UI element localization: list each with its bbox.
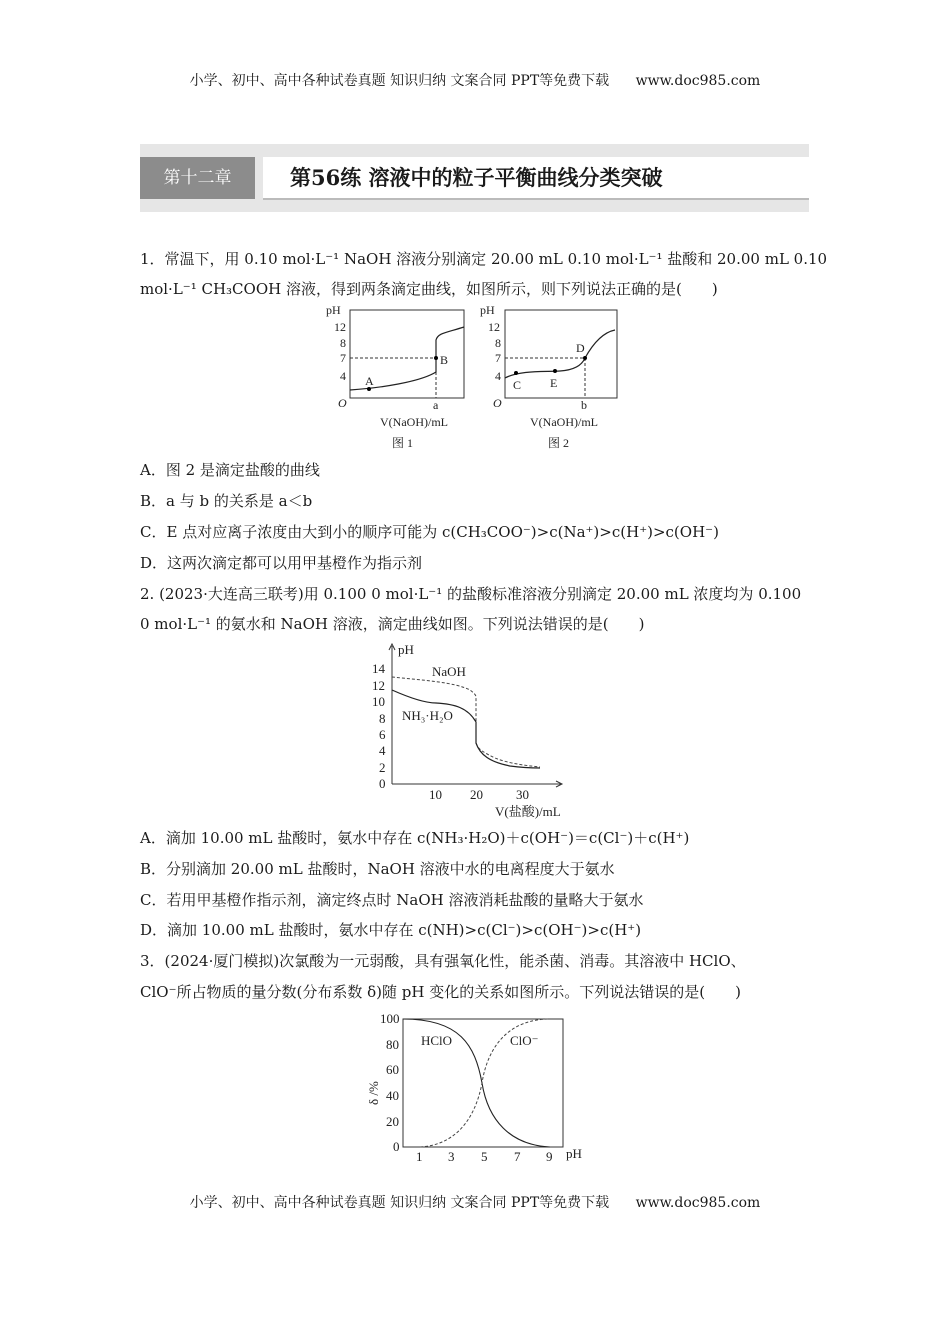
y-tick: 20 bbox=[386, 1114, 399, 1129]
caption: 图 1 bbox=[392, 436, 414, 450]
x-label: pH bbox=[566, 1146, 582, 1161]
q1-option-b: B．a 与 b 的关系是 a＜b bbox=[140, 492, 313, 510]
page-header bbox=[0, 70, 950, 90]
x-tick: 9 bbox=[546, 1149, 553, 1164]
caption: 图 2 bbox=[548, 436, 570, 450]
x-label: V(NaOH)/mL bbox=[530, 415, 598, 429]
q2-chart bbox=[360, 640, 570, 820]
figure-1 bbox=[326, 303, 464, 450]
y-tick: 4 bbox=[379, 743, 386, 758]
q2-option-c: C．若用甲基橙作指示剂，滴定终点时 NaOH 溶液消耗盐酸的量略大于氨水 bbox=[140, 891, 644, 909]
y-label: pH bbox=[480, 303, 495, 317]
y-tick: 40 bbox=[386, 1088, 399, 1103]
point-label: B bbox=[440, 353, 449, 367]
legend-hclo: HClO bbox=[421, 1033, 453, 1048]
legend-naoh: NaOH bbox=[432, 664, 466, 679]
tick: 8 bbox=[495, 336, 501, 350]
x-label: V(NaOH)/mL bbox=[380, 415, 448, 429]
tick: 8 bbox=[340, 336, 346, 350]
x-tick: 5 bbox=[481, 1149, 488, 1164]
footer-text: 小学、初中、高中各种试卷真题 知识归纳 文案合同 PPT等免费下载 bbox=[189, 1195, 610, 1211]
tick: 4 bbox=[495, 369, 501, 383]
y-tick: 0 bbox=[393, 1139, 400, 1154]
point-label: E bbox=[550, 376, 558, 390]
q2-line1: 2. (2023·大连高三联考)用 0.100 0 mol·L⁻¹ 的盐酸标准溶液分别滴定 20.00 mL 浓度均为 0.100 bbox=[140, 585, 802, 603]
y-tick: 14 bbox=[372, 661, 385, 676]
y-tick: 10 bbox=[372, 694, 385, 709]
q1-option-a: A．图 2 是滴定盐酸的曲线 bbox=[140, 461, 320, 479]
figure-2 bbox=[480, 303, 617, 450]
x-tick: 30 bbox=[516, 787, 529, 802]
y-tick: 2 bbox=[379, 760, 386, 775]
q1-line1: 1．常温下，用 0.10 mol·L⁻¹ NaOH 溶液分别滴定 20.00 mL 0.10 mol·L⁻¹ 盐酸和 20.00 mL 0.10 bbox=[140, 250, 828, 268]
point-label: C bbox=[513, 378, 522, 392]
x-tick: 7 bbox=[514, 1149, 521, 1164]
q1-option-c: C．E 点对应离子浓度由大到小的顺序可能为 c(CH₃COO⁻)>c(Na⁺)>c(H⁺)>c(OH⁻) bbox=[140, 523, 719, 541]
legend-clo: ClO⁻ bbox=[510, 1033, 539, 1048]
y-tick: 100 bbox=[380, 1011, 400, 1026]
y-tick: 60 bbox=[386, 1062, 399, 1077]
tick: 7 bbox=[340, 351, 346, 365]
q2-option-d: D．滴加 10.00 mL 盐酸时，氨水中存在 c(NH)>c(Cl⁻)>c(OH⁻)>c(H⁺) bbox=[140, 921, 642, 939]
header-text: 小学、初中、高中各种试卷真题 知识归纳 文案合同 PPT等免费下载 bbox=[189, 73, 610, 89]
x-tick: 1 bbox=[416, 1149, 423, 1164]
nh3-curve bbox=[392, 690, 540, 768]
tick: 12 bbox=[488, 320, 500, 334]
y-label: δ /% bbox=[366, 1081, 381, 1105]
q1-line2: mol·L⁻¹ CH₃COOH 溶液，得到两条滴定曲线，如图所示，则下列说法正确的是( ) bbox=[140, 280, 718, 298]
y-tick: 12 bbox=[372, 678, 385, 693]
footer-url: www.doc985.com bbox=[635, 1195, 761, 1211]
y-label: pH bbox=[326, 303, 341, 317]
q1-figures bbox=[320, 300, 640, 454]
y-tick: 0 bbox=[379, 776, 386, 791]
header-url: www.doc985.com bbox=[635, 73, 761, 89]
title-bar bbox=[140, 144, 809, 212]
page-title: 第56练 溶液中的粒子平衡曲线分类突破 bbox=[263, 157, 809, 200]
x-tick: 3 bbox=[448, 1149, 455, 1164]
q1-option-d: D．这两次滴定都可以用甲基橙作为指示剂 bbox=[140, 554, 423, 572]
page-footer bbox=[0, 1192, 950, 1212]
q3-chart bbox=[360, 1005, 590, 1165]
x-tick: 10 bbox=[429, 787, 442, 802]
q2-line2: 0 mol·L⁻¹ 的氨水和 NaOH 溶液，滴定曲线如图。下列说法错误的是( ) bbox=[140, 615, 645, 633]
y-tick: 8 bbox=[379, 711, 386, 726]
tick: 12 bbox=[334, 320, 346, 334]
q3-line1: 3．(2024·厦门模拟)次氯酸为一元弱酸，具有强氧化性，能杀菌、消毒。其溶液中 HClO、 bbox=[140, 952, 746, 970]
q3-line2: ClO⁻所占物质的量分数(分布系数 δ)随 pH 变化的关系如图所示。下列说法错误的是( ) bbox=[140, 983, 741, 1001]
origin: O bbox=[338, 396, 347, 410]
x-mark: b bbox=[581, 398, 587, 412]
q2-option-a: A．滴加 10.00 mL 盐酸时，氨水中存在 c(NH₃·H₂O)＋c(OH⁻)＝c(Cl⁻)＋c(H⁺) bbox=[140, 829, 690, 847]
point-label: D bbox=[576, 341, 585, 355]
chapter-label: 第十二章 bbox=[140, 157, 255, 199]
x-label: V(盐酸)/mL bbox=[495, 804, 561, 819]
tick: 4 bbox=[340, 369, 346, 383]
legend-nh3: NH₃·H₂O bbox=[402, 708, 453, 723]
y-tick: 80 bbox=[386, 1037, 399, 1052]
x-mark: a bbox=[433, 398, 439, 412]
tick: 7 bbox=[495, 351, 501, 365]
q2-option-b: B．分别滴加 20.00 mL 盐酸时，NaOH 溶液中水的电离程度大于氨水 bbox=[140, 860, 615, 878]
y-label: pH bbox=[398, 642, 414, 657]
y-tick: 6 bbox=[379, 727, 386, 742]
point-label: A bbox=[365, 374, 374, 388]
x-tick: 20 bbox=[470, 787, 483, 802]
origin: O bbox=[493, 396, 502, 410]
